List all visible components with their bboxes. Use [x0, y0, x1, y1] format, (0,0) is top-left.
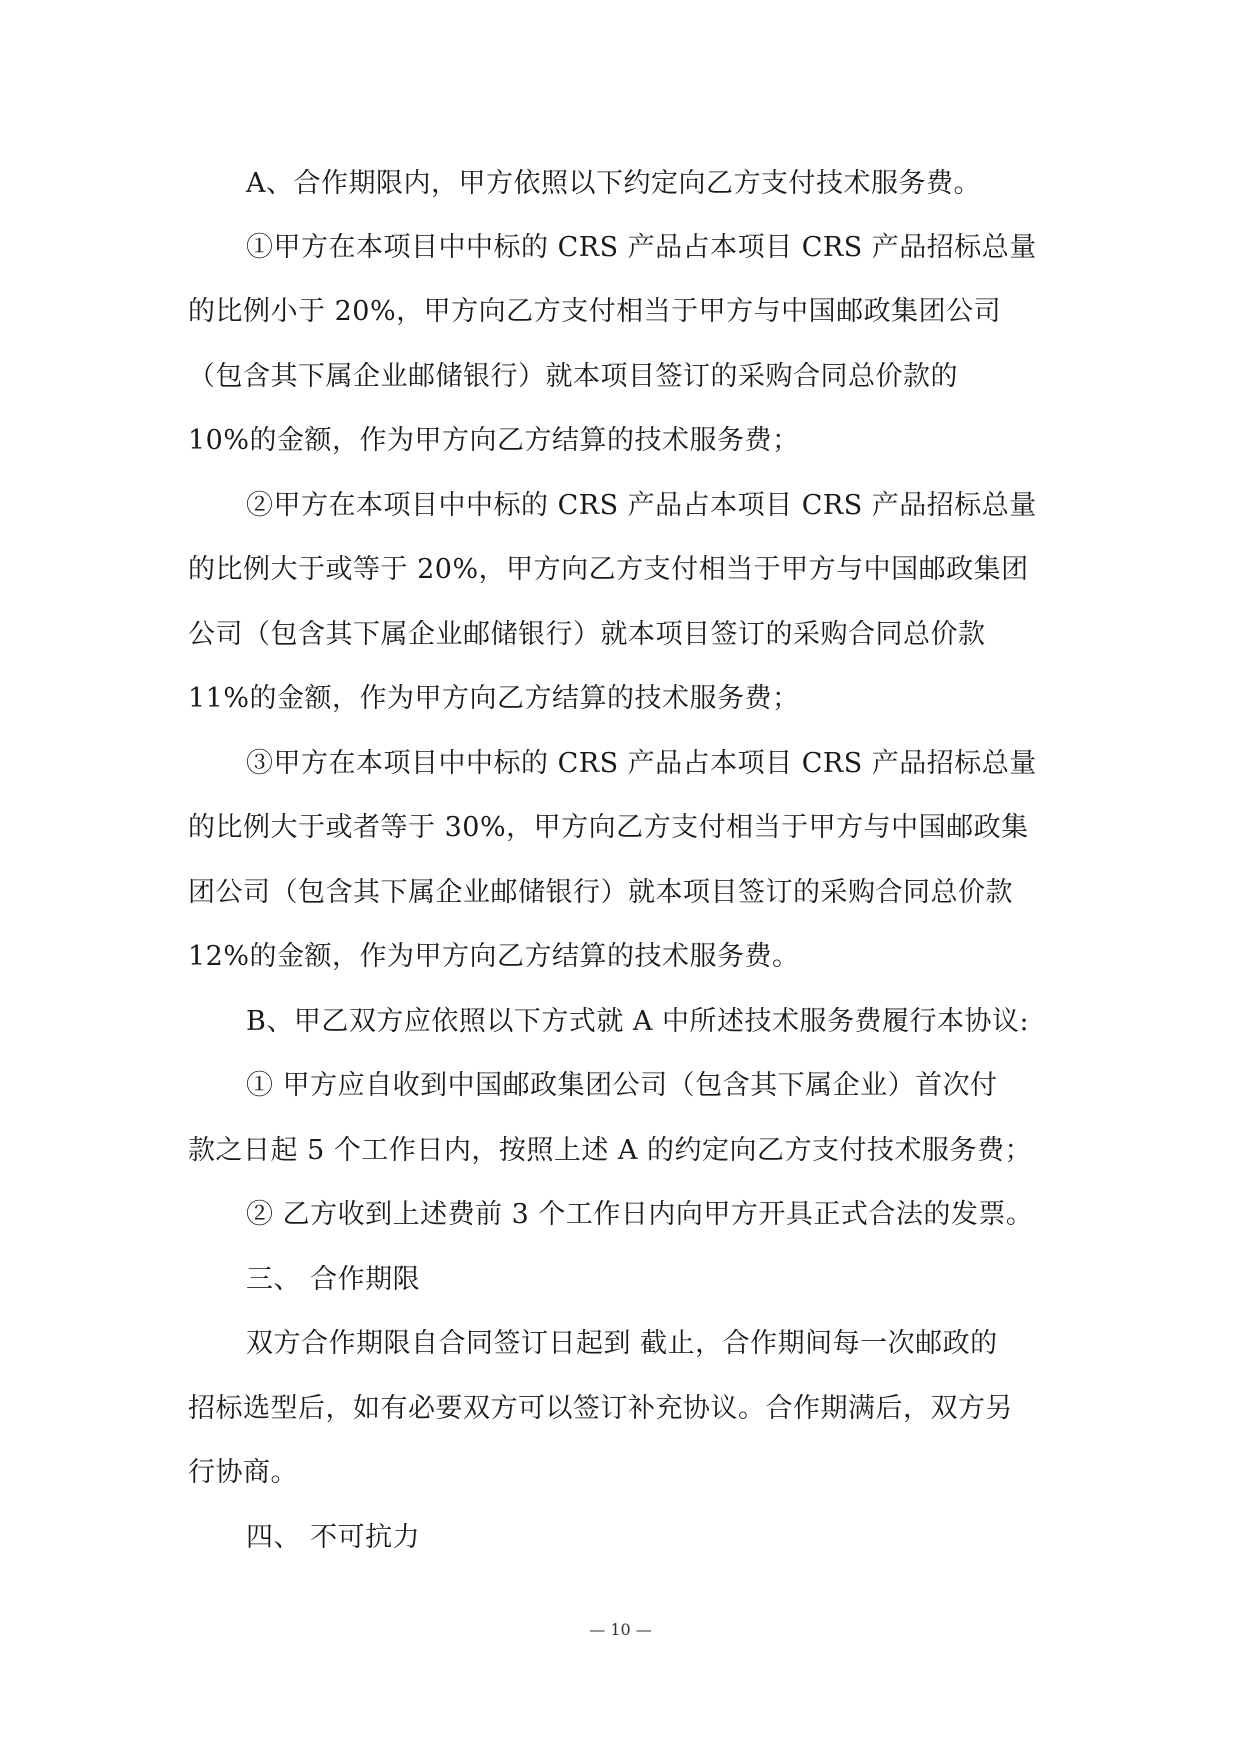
text-line: 行协商。	[188, 1457, 298, 1488]
section-heading: 三、 合作期限	[246, 1264, 421, 1295]
text-line: 的比例大于或者等于 30%，甲方向乙方支付相当于甲方与中国邮政集	[188, 812, 1029, 843]
text-line: 款之日起 5 个工作日内，按照上述 A 的约定向乙方支付技术服务费；	[188, 1135, 1033, 1166]
text-line: ③甲方在本项目中中标的 CRS 产品占本项目 CRS 产品招标总量	[246, 748, 1037, 779]
text-line: 团公司（包含其下属企业邮储银行）就本项目签订的采购合同总价款	[188, 877, 1013, 908]
text-line: A、合作期限内，甲方依照以下约定向乙方支付技术服务费。	[246, 168, 981, 199]
text-line: 双方合作期限自合同签订日起到 截止，合作期间每一次邮政的	[246, 1328, 998, 1359]
page-number: — 10 —	[589, 1620, 652, 1639]
text-line: B、甲乙双方应依照以下方式就 A 中所述技术服务费履行本协议:	[246, 1006, 1030, 1037]
text-line: 的比例大于或等于 20%，甲方向乙方支付相当于甲方与中国邮政集团	[188, 554, 1029, 585]
text-line: 的比例小于 20%，甲方向乙方支付相当于甲方与中国邮政集团公司	[188, 296, 1002, 327]
text-line: ②甲方在本项目中中标的 CRS 产品占本项目 CRS 产品招标总量	[246, 490, 1037, 521]
text-line: 12%的金额，作为甲方向乙方结算的技术服务费。	[188, 941, 800, 972]
text-line: 招标选型后，如有必要双方可以签订补充协议。合作期满后，双方另	[188, 1393, 1013, 1424]
text-line: 10%的金额，作为甲方向乙方结算的技术服务费；	[188, 425, 800, 456]
text-line: 公司（包含其下属企业邮储银行）就本项目签订的采购合同总价款	[188, 619, 986, 650]
text-line: ① 甲方应自收到中国邮政集团公司（包含其下属企业）首次付	[246, 1070, 998, 1101]
section-heading: 四、 不可抗力	[246, 1522, 421, 1553]
text-line: ② 乙方收到上述费前 3 个工作日内向甲方开具正式合法的发票。	[246, 1199, 1034, 1230]
text-line: ①甲方在本项目中中标的 CRS 产品占本项目 CRS 产品招标总量	[246, 232, 1037, 263]
text-line: （包含其下属企业邮储银行）就本项目签订的采购合同总价款的	[188, 361, 958, 392]
text-line: 11%的金额，作为甲方向乙方结算的技术服务费；	[188, 683, 800, 714]
